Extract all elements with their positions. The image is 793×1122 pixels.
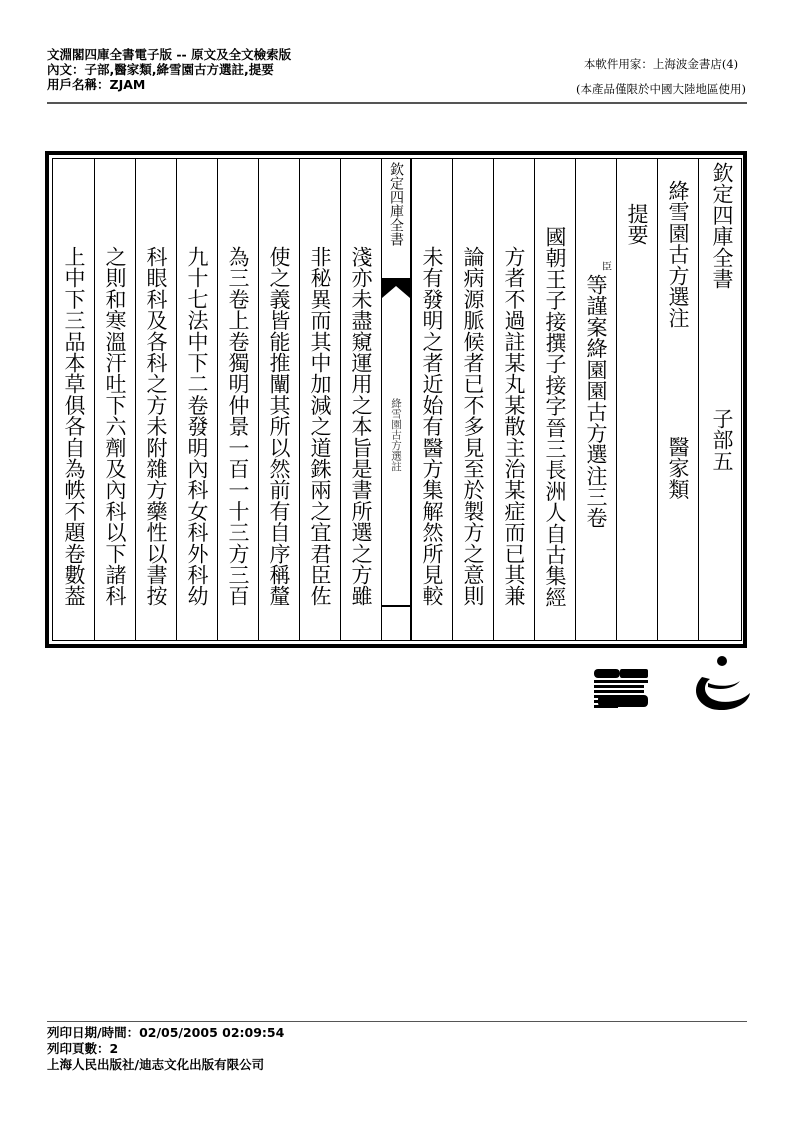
column-text: 論病源脈候者已不多見至於製方之意則	[461, 246, 485, 607]
column-text: 九十七法中下二卷發明內科女科外科幼	[185, 246, 209, 607]
column-14	[135, 158, 176, 641]
column-text: 非秘異而其中加減之道銖兩之宜君臣佐	[308, 246, 332, 607]
print-page-count: 列印頁數：2	[47, 1041, 119, 1056]
column-text: 絳雪園古方選注	[666, 180, 690, 329]
column-4	[575, 158, 616, 641]
content-path: 內文：子部,醫家類,絳雪園古方選註,提要	[47, 62, 274, 77]
column-6	[493, 158, 534, 641]
column-text: 國朝王子接撰子接字晉三長洲人自古集經	[543, 226, 567, 608]
column-2	[657, 158, 698, 641]
header-divider	[47, 102, 747, 104]
licensee: 本軟件用家：上海波金書店(4)	[583, 57, 739, 71]
fold-column	[381, 158, 411, 641]
column-3	[616, 158, 657, 641]
column-text-section: 子部五	[710, 408, 734, 472]
column-text: 未有發明之者近始有醫方集解然所見較	[420, 246, 444, 607]
column-text: 之則和寒溫汗吐下六劑及內科以下諸科	[103, 246, 127, 607]
column-11	[258, 158, 299, 641]
column-10	[299, 158, 340, 641]
column-7	[452, 158, 493, 641]
column-13	[176, 158, 217, 641]
column-text: 使之義皆能推闡其所以然前有自序稱釐	[267, 246, 291, 607]
fold-subtitle: 絳雪園古方選註	[390, 398, 402, 472]
column-1	[698, 158, 742, 641]
column-text: 提要	[625, 203, 649, 246]
fold-title: 欽定四庫全書	[388, 162, 404, 246]
fold-divider	[382, 605, 410, 607]
product-title: 文淵閣四庫全書電子版 -- 原文及全文檢索版	[47, 47, 292, 62]
footer-divider	[47, 1021, 747, 1022]
region-notice: (本產品僅限於中國大陸地區使用)	[576, 82, 746, 96]
column-text: 淺亦未盡窺運用之本旨是書所選之方雖	[349, 246, 373, 607]
column-9	[340, 158, 381, 641]
column-16	[52, 158, 94, 641]
fishtail-mark-icon	[382, 278, 410, 298]
document-header-right	[576, 52, 746, 102]
user-name: 用戶名稱：ZJAM	[47, 77, 146, 92]
column-text: 科眼科及各科之方未附雜方藥性以書按	[144, 246, 168, 607]
column-text: 欽定四庫全書	[710, 162, 734, 290]
publisher-credit: 上海人民出版社/迪志文化出版有限公司	[47, 1057, 265, 1072]
column-text: 為三卷上卷獨明仲景一百一十三方三百	[226, 246, 250, 607]
column-text: 等謹案絳園園古方選注三卷	[584, 274, 608, 529]
column-5	[534, 158, 575, 641]
print-datetime: 列印日期/時間：02/05/2005 02:09:54	[47, 1025, 285, 1040]
document-header-left	[47, 47, 291, 92]
document-footer	[47, 1025, 284, 1073]
publisher-logo-icon	[590, 655, 760, 715]
column-8	[411, 158, 452, 641]
column-text-category: 醫家類	[666, 436, 690, 500]
column-text: 上中下三品本草俱各自為帙不題卷數葢	[62, 246, 86, 607]
column-12	[217, 158, 258, 641]
column-15	[94, 158, 135, 641]
minister-mark: 臣	[602, 262, 612, 273]
column-text: 方者不過註某丸某散主治某症而已其兼	[502, 246, 526, 607]
